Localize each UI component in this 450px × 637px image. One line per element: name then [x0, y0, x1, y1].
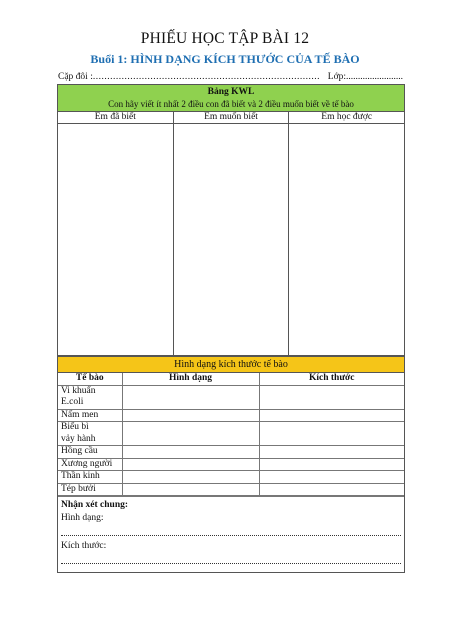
remarks-section — [58, 496, 404, 572]
cell-shape-input[interactable] — [122, 446, 259, 459]
table-row — [58, 446, 404, 459]
kwl-instruction: Con hãy viết ít nhất 2 điều con đã biết và 2 điều muốn biết về tế bào — [108, 99, 354, 109]
remarks-heading: Nhận xét chung: — [61, 500, 129, 510]
cell-shape-input[interactable] — [122, 471, 259, 484]
cell-name: Tép bưởi — [58, 483, 122, 496]
cell-size-input[interactable] — [259, 458, 404, 471]
remarks-shape-line[interactable] — [61, 525, 401, 536]
remarks-size-line[interactable] — [61, 553, 401, 564]
kwl-column-known: Em đã biết — [94, 112, 136, 122]
header-size: Kích thước — [259, 373, 404, 385]
cell-table — [58, 373, 404, 496]
class-label: Lớp:........................ — [327, 72, 403, 82]
kwl-column-want: Em muốn biết — [173, 112, 289, 123]
pair-line — [58, 72, 403, 82]
table-row — [58, 409, 404, 422]
cell-name: Nấm men — [58, 409, 122, 422]
kwl-title: Bảng KWL — [207, 87, 255, 97]
cell-shape-input[interactable] — [122, 409, 259, 422]
cell-name: Xương người — [58, 458, 122, 471]
cell-shape-input[interactable] — [122, 483, 259, 496]
table-row — [58, 422, 404, 446]
cell-shape-table — [57, 356, 405, 573]
remarks-shape-label: Hình dạng: — [61, 513, 104, 523]
kwl-body — [58, 124, 404, 355]
kwl-column-learned: Em học được — [288, 112, 404, 123]
page-subtitle: Buổi 1: HÌNH DẠNG KÍCH THƯỚC CỦA TẾ BÀO — [90, 52, 360, 66]
cell-shape-input[interactable] — [122, 458, 259, 471]
cell-size-input[interactable] — [259, 422, 404, 446]
kwl-column-headers — [58, 112, 404, 124]
cell-name: Vi khuẩn E.coli — [58, 385, 122, 409]
cell-name: Biểu bì vảy hành — [58, 422, 122, 446]
cell-size-input[interactable] — [259, 471, 404, 484]
cell-shape-input[interactable] — [122, 385, 259, 409]
cell-size-input[interactable] — [259, 385, 404, 409]
kwl-cell-learned[interactable] — [288, 124, 404, 355]
cell-size-input[interactable] — [259, 409, 404, 422]
cell-name: Thần kinh — [58, 471, 122, 484]
header-cell: Tế bào — [58, 373, 122, 385]
kwl-cell-known[interactable] — [58, 124, 173, 355]
table-row — [58, 458, 404, 471]
table-row — [58, 471, 404, 484]
cell-size-input[interactable] — [259, 483, 404, 496]
page-title: PHIẾU HỌC TẬP BÀI 12 — [140, 30, 310, 47]
cell-shape-input[interactable] — [122, 422, 259, 446]
kwl-table — [57, 84, 405, 356]
kwl-header — [58, 85, 404, 112]
table-row — [58, 483, 404, 496]
remarks-size-label: Kích thước: — [61, 541, 107, 551]
pair-dots: ............................................................................... — [92, 72, 320, 82]
cell-table-title: Hình dạng kích thước tế bào — [58, 357, 404, 373]
kwl-cell-want[interactable] — [173, 124, 289, 355]
pair-label: Cặp đôi : — [58, 72, 93, 82]
table-row — [58, 385, 404, 409]
header-shape: Hình dạng — [122, 373, 259, 385]
cell-table-header-row — [58, 373, 404, 385]
cell-name: Hồng cầu — [58, 446, 122, 459]
cell-size-input[interactable] — [259, 446, 404, 459]
